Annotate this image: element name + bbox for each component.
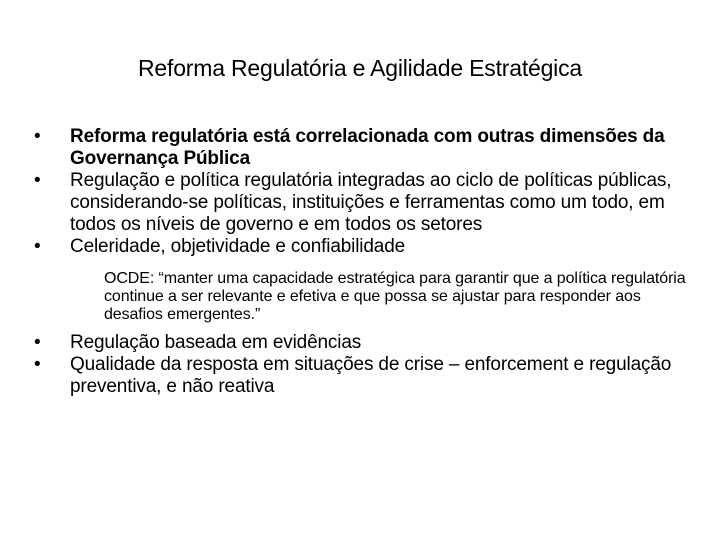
list-item bbox=[30, 126, 700, 170]
bullet-text: Regulação e política regulatória integradas ao ciclo de políticas públicas, considerando-se políticas, instituições e ferramentas como um todo, em todos os níveis de governo e em todos os setores bbox=[70, 170, 672, 235]
bullet-marker: • bbox=[34, 332, 41, 353]
bullet-marker: • bbox=[34, 170, 41, 191]
bullet-marker: • bbox=[34, 126, 41, 147]
list-item bbox=[30, 236, 700, 258]
list-item bbox=[30, 354, 700, 398]
bullet-list bbox=[30, 126, 700, 398]
bullet-marker: • bbox=[34, 354, 41, 375]
bullet-text: Qualidade da resposta em situações de crise – enforcement e regulação preventiva, e não reativa bbox=[70, 354, 672, 397]
bullet-text: Celeridade, objetividade e confiabilidade bbox=[70, 236, 406, 257]
bullet-text: Regulação baseada em evidências bbox=[70, 332, 362, 353]
list-item bbox=[30, 332, 700, 354]
bullet-marker: • bbox=[34, 236, 41, 257]
list-item bbox=[30, 170, 700, 236]
bullet-text: Reforma regulatória está correlacionada com outras dimensões da Governança Pública bbox=[70, 126, 665, 169]
slide-title: Reforma Regulatória e Agilidade Estratégica bbox=[138, 55, 582, 81]
oecd-quote: OCDE: “manter uma capacidade estratégica para garantir que a política regulatória continue a ser relevante e efetiva e que possa se ajustar para responder aos desafios emergentes.” bbox=[104, 270, 686, 323]
